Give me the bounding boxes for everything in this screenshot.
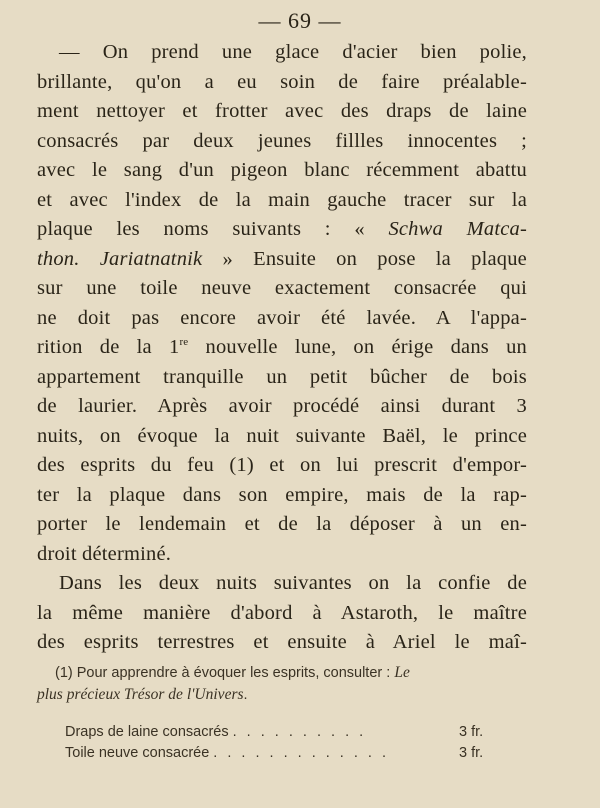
text-line: de laurier. Après avoir procédé ainsi durant 3 <box>37 395 527 417</box>
text-line: avec le sang d'un pigeon blanc récemment abattu <box>37 159 527 181</box>
text-line: des esprits terrestres et ensuite à Ariel le maî- <box>37 631 527 653</box>
text-line: Dans les deux nuits suivantes on la confie de <box>59 572 527 594</box>
text-segment: rition de la 1 <box>37 336 180 358</box>
price-label: Toile neuve consacrée <box>65 745 210 761</box>
text-segment: nouvelle lune, on érige dans un <box>188 336 527 358</box>
text-line <box>37 333 527 363</box>
text-line: ter la plaque dans son empire, mais de la rap- <box>37 483 527 506</box>
price-value: 3 fr. <box>459 724 484 740</box>
text-line <box>37 245 527 275</box>
ordinal-superscript: re <box>179 336 189 349</box>
footnote-text: (1) Pour apprendre à évoquer les esprits, consulter : <box>55 665 395 681</box>
text-line: droit déterminé. <box>37 542 172 565</box>
text-line: des esprits du feu (1) et on lui prescrit d'empor- <box>37 454 527 476</box>
body-text <box>37 38 527 658</box>
text-line <box>37 215 527 245</box>
text-line: consacrés par deux jeunes fillles innocentes ; <box>37 129 527 152</box>
price-leader-dots: . . . . . . . . . . <box>232 724 367 740</box>
text-line: — On prend une glace d'acier bien polie, <box>59 41 527 63</box>
page-number: — 69 — <box>258 8 342 33</box>
footnote-line <box>37 662 527 684</box>
price-leader-dots: . . . . . . . . . . . . . <box>213 745 390 761</box>
footnote-end: . <box>243 687 248 703</box>
price-row <box>65 743 505 764</box>
text-line: ne doit pas encore avoir été lavée. A l'appa- <box>37 306 527 329</box>
footnote <box>37 662 527 706</box>
text-line: brillante, qu'on a eu soin de faire préalable- <box>37 70 527 93</box>
text-segment: » Ensuite on pose la plaque <box>202 247 527 270</box>
text-line: nuits, on évoque la nuit suivante Baël, le prince <box>37 424 527 447</box>
italic-name: thon. Jariatnatnik <box>37 247 203 270</box>
text-segment: plaque les noms suivants : « <box>37 218 389 240</box>
price-label: Draps de laine consacrés <box>65 724 229 740</box>
text-line: et avec l'index de la main gauche tracer sur la <box>37 188 527 211</box>
text-line: la même manière d'abord à Astaroth, le maître <box>37 601 527 624</box>
text-line: porter le lendemain et de la déposer à un en- <box>37 513 527 535</box>
price-row <box>65 722 505 743</box>
footnote-italic: plus précieux Trésor de l'Univers <box>37 686 244 703</box>
footnote-italic: Le <box>394 664 410 681</box>
italic-name: Schwa Matca- <box>388 218 527 240</box>
text-line: appartement tranquille un petit bûcher de bois <box>37 365 527 388</box>
text-line: sur une toile neuve exactement consacrée qui <box>37 277 527 299</box>
footnote-line <box>37 684 527 706</box>
text-line: ment nettoyer et frotter avec des draps de laine <box>37 100 527 122</box>
price-value: 3 fr. <box>459 745 484 761</box>
price-list <box>65 722 505 764</box>
